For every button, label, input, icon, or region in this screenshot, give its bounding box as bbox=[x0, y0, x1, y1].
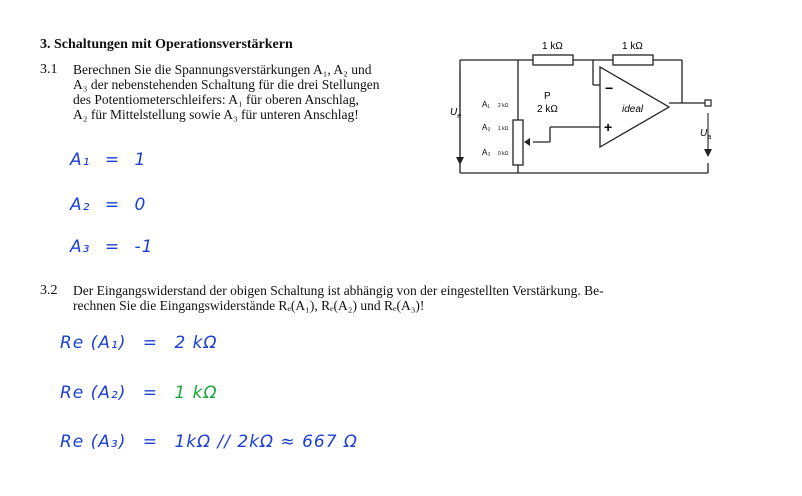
answer-a2-equals: = bbox=[104, 195, 121, 215]
pot-value-label: 2 kΩ bbox=[537, 104, 558, 115]
answer-re-a2-equals: = bbox=[142, 383, 159, 403]
answer-re-a2 bbox=[60, 383, 218, 403]
question-3-1-text bbox=[73, 62, 448, 122]
potentiometer bbox=[513, 120, 523, 165]
ue-symbol: U bbox=[450, 107, 458, 118]
opamp-plus-label: + bbox=[604, 119, 613, 135]
question-3-1-line: Berechnen Sie die Spannungsverstärkungen A₁, A₂ und bbox=[73, 62, 372, 77]
opamp-ideal-label: ideal bbox=[622, 104, 644, 115]
resistor-1-label: 1 kΩ bbox=[542, 41, 563, 52]
answer-re-a2-rhs: 1 kΩ bbox=[174, 383, 218, 403]
a3-label: A₃ bbox=[482, 148, 491, 157]
answer-a2-value: 0 bbox=[134, 195, 147, 215]
ue-subscript: e bbox=[457, 113, 462, 120]
ua-label bbox=[700, 128, 711, 141]
question-3-2-text bbox=[73, 283, 753, 313]
a2-label: A₂ bbox=[482, 123, 491, 132]
answer-re-a3-lhs: Re (A₃) bbox=[60, 432, 127, 452]
pot-name-label: P bbox=[544, 91, 551, 102]
question-3-2-line: rechnen Sie die Eingangswiderstände Rₑ(A₁), Rₑ(A₂) und Rₑ(A₃)! bbox=[73, 298, 425, 313]
answer-a3-value: -1 bbox=[134, 237, 154, 257]
answer-a1-label: A₁ bbox=[70, 150, 91, 170]
output-node bbox=[705, 100, 711, 106]
a2-value: 1 kΩ bbox=[498, 126, 509, 132]
question-3-1-line: A₃ der nebenstehenden Schaltung für die drei Stellungen bbox=[73, 77, 380, 92]
answer-a2 bbox=[70, 195, 146, 215]
ua-arrow-icon bbox=[704, 149, 712, 157]
answer-a1-equals: = bbox=[104, 150, 121, 170]
question-3-2-line: Der Eingangswiderstand der obigen Schaltung ist abhängig von der eingestellten Verstärkung. Be- bbox=[73, 283, 604, 298]
ue-arrow-icon bbox=[456, 157, 464, 165]
answer-re-a3-equals: = bbox=[142, 432, 159, 452]
a1-label: A₁ bbox=[482, 100, 491, 109]
answer-a1-value: 1 bbox=[134, 150, 147, 170]
ua-symbol: U bbox=[700, 128, 708, 139]
answer-re-a1-rhs: 2 kΩ bbox=[174, 333, 218, 353]
opamp-minus-label: − bbox=[605, 80, 614, 96]
answer-a3 bbox=[70, 237, 153, 257]
a3-value: 0 kΩ bbox=[498, 151, 509, 157]
question-3-2-number: 3.2 bbox=[40, 283, 58, 298]
resistor-2-label: 1 kΩ bbox=[622, 41, 643, 52]
answer-re-a1 bbox=[60, 333, 218, 353]
answer-a3-equals: = bbox=[104, 237, 121, 257]
section-heading: 3. Schaltungen mit Operationsverstärkern bbox=[40, 37, 293, 52]
question-3-1-number: 3.1 bbox=[40, 62, 58, 77]
answer-re-a2-lhs: Re (A₂) bbox=[60, 383, 127, 403]
opamp-circuit-diagram bbox=[450, 35, 730, 185]
answer-re-a1-lhs: Re (A₁) bbox=[60, 333, 127, 353]
wiper-arrow-icon bbox=[524, 138, 530, 146]
answer-a2-label: A₂ bbox=[70, 195, 91, 215]
a1-value: 2 kΩ bbox=[498, 103, 509, 109]
ua-subscript: a bbox=[707, 134, 712, 141]
answer-re-a1-equals: = bbox=[142, 333, 159, 353]
resistor-1k-right bbox=[613, 55, 653, 65]
resistor-1k-left bbox=[533, 55, 573, 65]
question-3-1-line: A₂ für Mittelstellung sowie A₃ für unteren Anschlag! bbox=[73, 107, 359, 122]
answer-a3-label: A₃ bbox=[70, 237, 91, 257]
answer-a1 bbox=[70, 150, 146, 170]
answer-re-a3 bbox=[60, 432, 358, 452]
answer-re-a3-rhs: 1kΩ // 2kΩ ≈ 667 Ω bbox=[174, 432, 358, 452]
question-3-1-line: des Potentiometerschleifers: A₁ für oberen Anschlag, bbox=[73, 92, 359, 107]
